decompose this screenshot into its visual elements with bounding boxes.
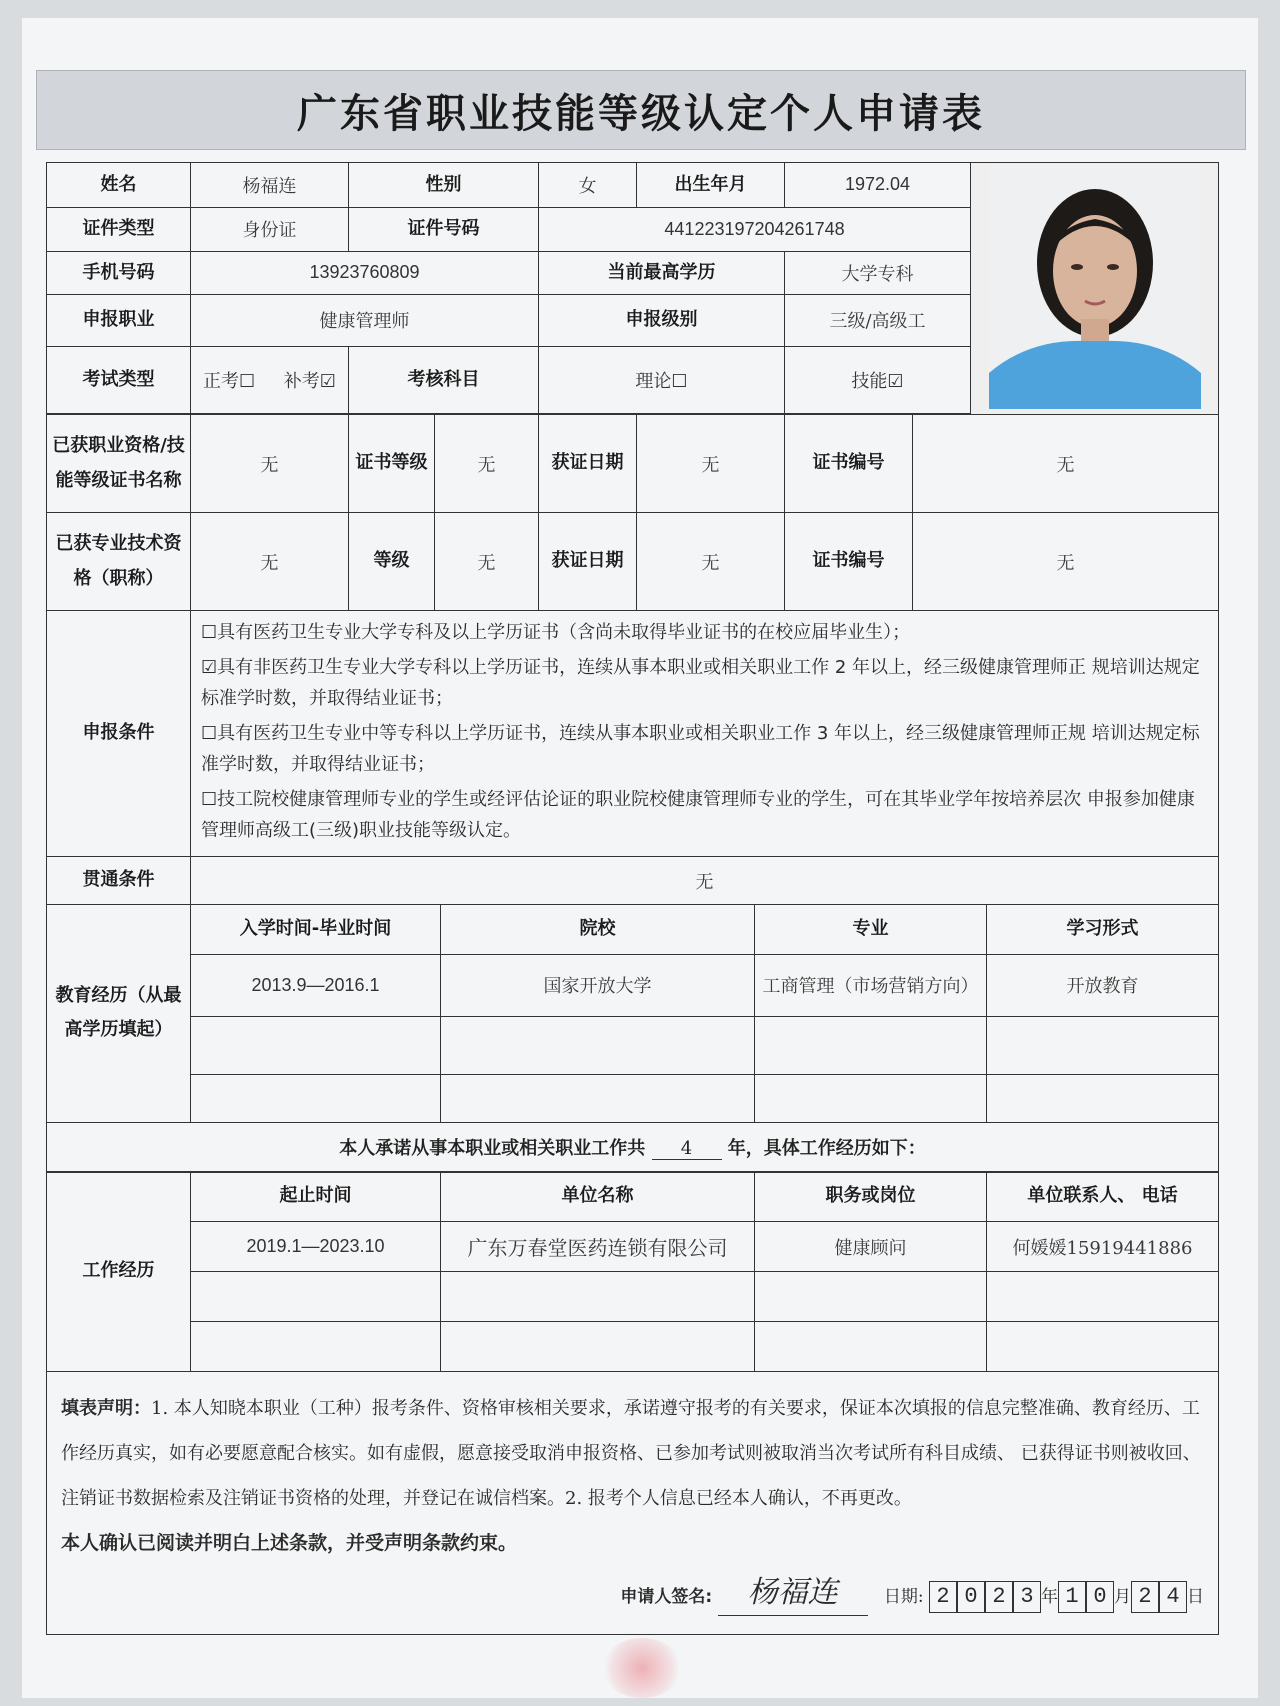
- birth-value: 1972.04: [785, 163, 971, 208]
- date-digit: 1: [1058, 1581, 1086, 1613]
- date-digit: 2: [929, 1581, 957, 1613]
- birth-label: 出生年月: [637, 163, 785, 208]
- work-label: 工作经历: [47, 1172, 191, 1372]
- cert2-no-value: 无: [913, 513, 1219, 611]
- edu-header-school: 院校: [441, 904, 755, 954]
- work-cell: [987, 1272, 1219, 1322]
- phone-value: 13923760809: [191, 252, 539, 295]
- cert1-no-value: 无: [913, 415, 1219, 513]
- work-cell: [987, 1322, 1219, 1372]
- exam-makeup-checkbox[interactable]: 补考☑: [283, 371, 336, 393]
- exam-normal-checkbox[interactable]: 正考☐: [203, 371, 256, 393]
- cert1-grade-label: 证书等级: [349, 415, 435, 513]
- year-char: 年: [1041, 1587, 1058, 1607]
- subject-skill-checkbox[interactable]: 技能☑: [851, 371, 904, 393]
- edu-cell: 2013.9—2016.1: [191, 954, 441, 1016]
- work-header-contact: 单位联系人、 电话: [987, 1172, 1219, 1222]
- condition-item[interactable]: ☐具有医药卫生专业大学专科及以上学历证书（含尚未取得毕业证书的在校应届毕业生）；: [201, 622, 911, 643]
- work-header-position: 职务或岗位: [755, 1172, 987, 1222]
- application-form: [46, 162, 1218, 1696]
- form-table: [46, 162, 1219, 905]
- work-cell: [755, 1272, 987, 1322]
- exam-type-options: [191, 347, 349, 414]
- gender-value: 女: [539, 163, 637, 208]
- id-type-label: 证件类型: [47, 207, 191, 252]
- cert1-grade-value: 无: [435, 415, 539, 513]
- subject-theory-option: [539, 347, 785, 414]
- id-no-label: 证件号码: [349, 207, 539, 252]
- work-cell: [755, 1322, 987, 1372]
- date-digit: 4: [1159, 1581, 1187, 1613]
- cert2-name-value: 无: [191, 513, 349, 611]
- edu-cell: [987, 1016, 1219, 1074]
- date-digit: 2: [985, 1581, 1013, 1613]
- cert2-no-label: 证书编号: [785, 513, 913, 611]
- date-digit: 0: [957, 1581, 985, 1613]
- through-value: 无: [191, 857, 1219, 905]
- cert2-date-value: 无: [637, 513, 785, 611]
- cert1-date-value: 无: [637, 415, 785, 513]
- subject-theory-checkbox[interactable]: 理论☐: [635, 371, 688, 393]
- portrait-image: [989, 163, 1201, 409]
- day-char: 日: [1187, 1587, 1204, 1607]
- work-cell: [191, 1322, 441, 1372]
- edu-cell: [755, 1016, 987, 1074]
- work-cell: 2019.1—2023.10: [191, 1222, 441, 1272]
- work-table: [46, 1171, 1219, 1635]
- date-digit: 3: [1013, 1581, 1041, 1613]
- edu-value: 大学专科: [785, 252, 971, 295]
- occupation-label: 申报职业: [47, 294, 191, 347]
- edu-cell: 工商管理（市场营销方向）: [755, 954, 987, 1016]
- work-header-period: 起止时间: [191, 1172, 441, 1222]
- exam-type-label: 考试类型: [47, 347, 191, 414]
- declaration-section: [47, 1372, 1219, 1635]
- commitment-prefix: 本人承诺从事本职业或相关职业工作共: [339, 1138, 646, 1159]
- signature-row: [61, 1570, 1204, 1620]
- phone-label: 手机号码: [47, 252, 191, 295]
- edu-header-major: 专业: [755, 904, 987, 954]
- date-digit: 0: [1086, 1581, 1114, 1613]
- edu-label: 当前最高学历: [539, 252, 785, 295]
- table-row: [47, 1222, 1219, 1272]
- name-value: 杨福连: [191, 163, 349, 208]
- signature-label: 申请人签名:: [620, 1587, 713, 1607]
- edu-cell: [755, 1074, 987, 1122]
- level-label: 申报级别: [539, 294, 785, 347]
- date-label: 日期:: [883, 1587, 924, 1607]
- table-row: [47, 954, 1219, 1016]
- table-row: [47, 1016, 1219, 1074]
- date-digit: 2: [1131, 1581, 1159, 1613]
- conditions-label: 申报条件: [47, 611, 191, 857]
- edu-header-period: 入学时间-毕业时间: [191, 904, 441, 954]
- gender-label: 性别: [349, 163, 539, 208]
- work-cell: [191, 1272, 441, 1322]
- cert2-grade-value: 无: [435, 513, 539, 611]
- education-table: [46, 904, 1219, 1173]
- condition-item[interactable]: ☐具有医药卫生专业中等专科以上学历证书，连续从事本职业或相关职业工作 3 年以上，经三级健康管理师正规 培训达规定标准学时数，并取得结业证书；: [201, 723, 1200, 775]
- month-char: 月: [1114, 1587, 1131, 1607]
- cert1-date-label: 获证日期: [539, 415, 637, 513]
- edu-cell: [441, 1074, 755, 1122]
- work-cell: [441, 1322, 755, 1372]
- subject-skill-option: [785, 347, 971, 414]
- cert2-label: 已获专业技术资格（职称）: [47, 513, 191, 611]
- condition-item[interactable]: ☑具有非医药卫生专业大学专科以上学历证书，连续从事本职业或相关职业工作 2 年以上，经三级健康管理师正 规培训达规定标准学时数，并取得结业证书；: [201, 657, 1200, 709]
- work-cell: 广东万春堂医药连锁有限公司: [441, 1222, 755, 1272]
- commitment-years: 4: [652, 1138, 722, 1160]
- declaration-heading: 填表声明：: [61, 1398, 151, 1419]
- condition-item[interactable]: ☐技工院校健康管理师专业的学生或经评估论证的职业院校健康管理师专业的学生，可在其毕业学年按培养层次 申报参加健康管理师高级工(三级)职业技能等级认定。: [201, 789, 1195, 841]
- commitment-suffix: 年，具体工作经历如下：: [727, 1138, 926, 1159]
- edu-cell: [987, 1074, 1219, 1122]
- applicant-photo: [971, 163, 1219, 415]
- id-type-value: 身份证: [191, 207, 349, 252]
- id-no-value: 441223197204261748: [539, 207, 971, 252]
- edu-cell: [191, 1074, 441, 1122]
- occupation-value: 健康管理师: [191, 294, 539, 347]
- edu-cell: 开放教育: [987, 954, 1219, 1016]
- work-header-company: 单位名称: [441, 1172, 755, 1222]
- edu-cell: [441, 1016, 755, 1074]
- cert1-label: 已获职业资格/技能等级证书名称: [47, 415, 191, 513]
- declaration-confirm: 本人确认已阅读并明白上述条款，并受声明条款约束。: [61, 1532, 518, 1554]
- name-label: 姓名: [47, 163, 191, 208]
- level-value: 三级/高级工: [785, 294, 971, 347]
- exam-subject-label: 考核科目: [349, 347, 539, 414]
- edu-cell: 国家开放大学: [441, 954, 755, 1016]
- through-label: 贯通条件: [47, 857, 191, 905]
- education-label: 教育经历（从最高学历填起）: [47, 904, 191, 1122]
- edu-cell: [191, 1016, 441, 1074]
- fingerprint-stamp: [602, 1638, 682, 1698]
- work-cell: 健康顾问: [755, 1222, 987, 1272]
- table-row: [47, 1074, 1219, 1122]
- work-cell: [441, 1272, 755, 1322]
- cert1-no-label: 证书编号: [785, 415, 913, 513]
- applicant-signature: 杨福连: [718, 1570, 868, 1616]
- edu-header-mode: 学习形式: [987, 904, 1219, 954]
- table-row: [47, 1272, 1219, 1322]
- work-commitment: [47, 1122, 1219, 1172]
- table-row: [47, 1322, 1219, 1372]
- work-cell: 何媛媛15919441886: [987, 1222, 1219, 1272]
- page-title: 广东省职业技能等级认定个人申请表: [36, 70, 1246, 150]
- cert2-grade-label: 等级: [349, 513, 435, 611]
- cert2-date-label: 获证日期: [539, 513, 637, 611]
- cert1-name-value: 无: [191, 415, 349, 513]
- conditions-list: [191, 611, 1219, 857]
- declaration-text: 1. 本人知晓本职业（工种）报考条件、资格审核相关要求，承诺遵守报考的有关要求，保证本次填报的信息完整准确、教育经历、工作经历真实，如有必要愿意配合核实。如有虚假，愿意接受取消申报资格、已参加考试则被取消当次考试所有科目成绩、 已获得证书则被收回、注销证书数据检索及注销证书资格的处理，并登记在诚信档案。2. 报考个人信息已经本人确认，不再更改。: [61, 1398, 1201, 1509]
